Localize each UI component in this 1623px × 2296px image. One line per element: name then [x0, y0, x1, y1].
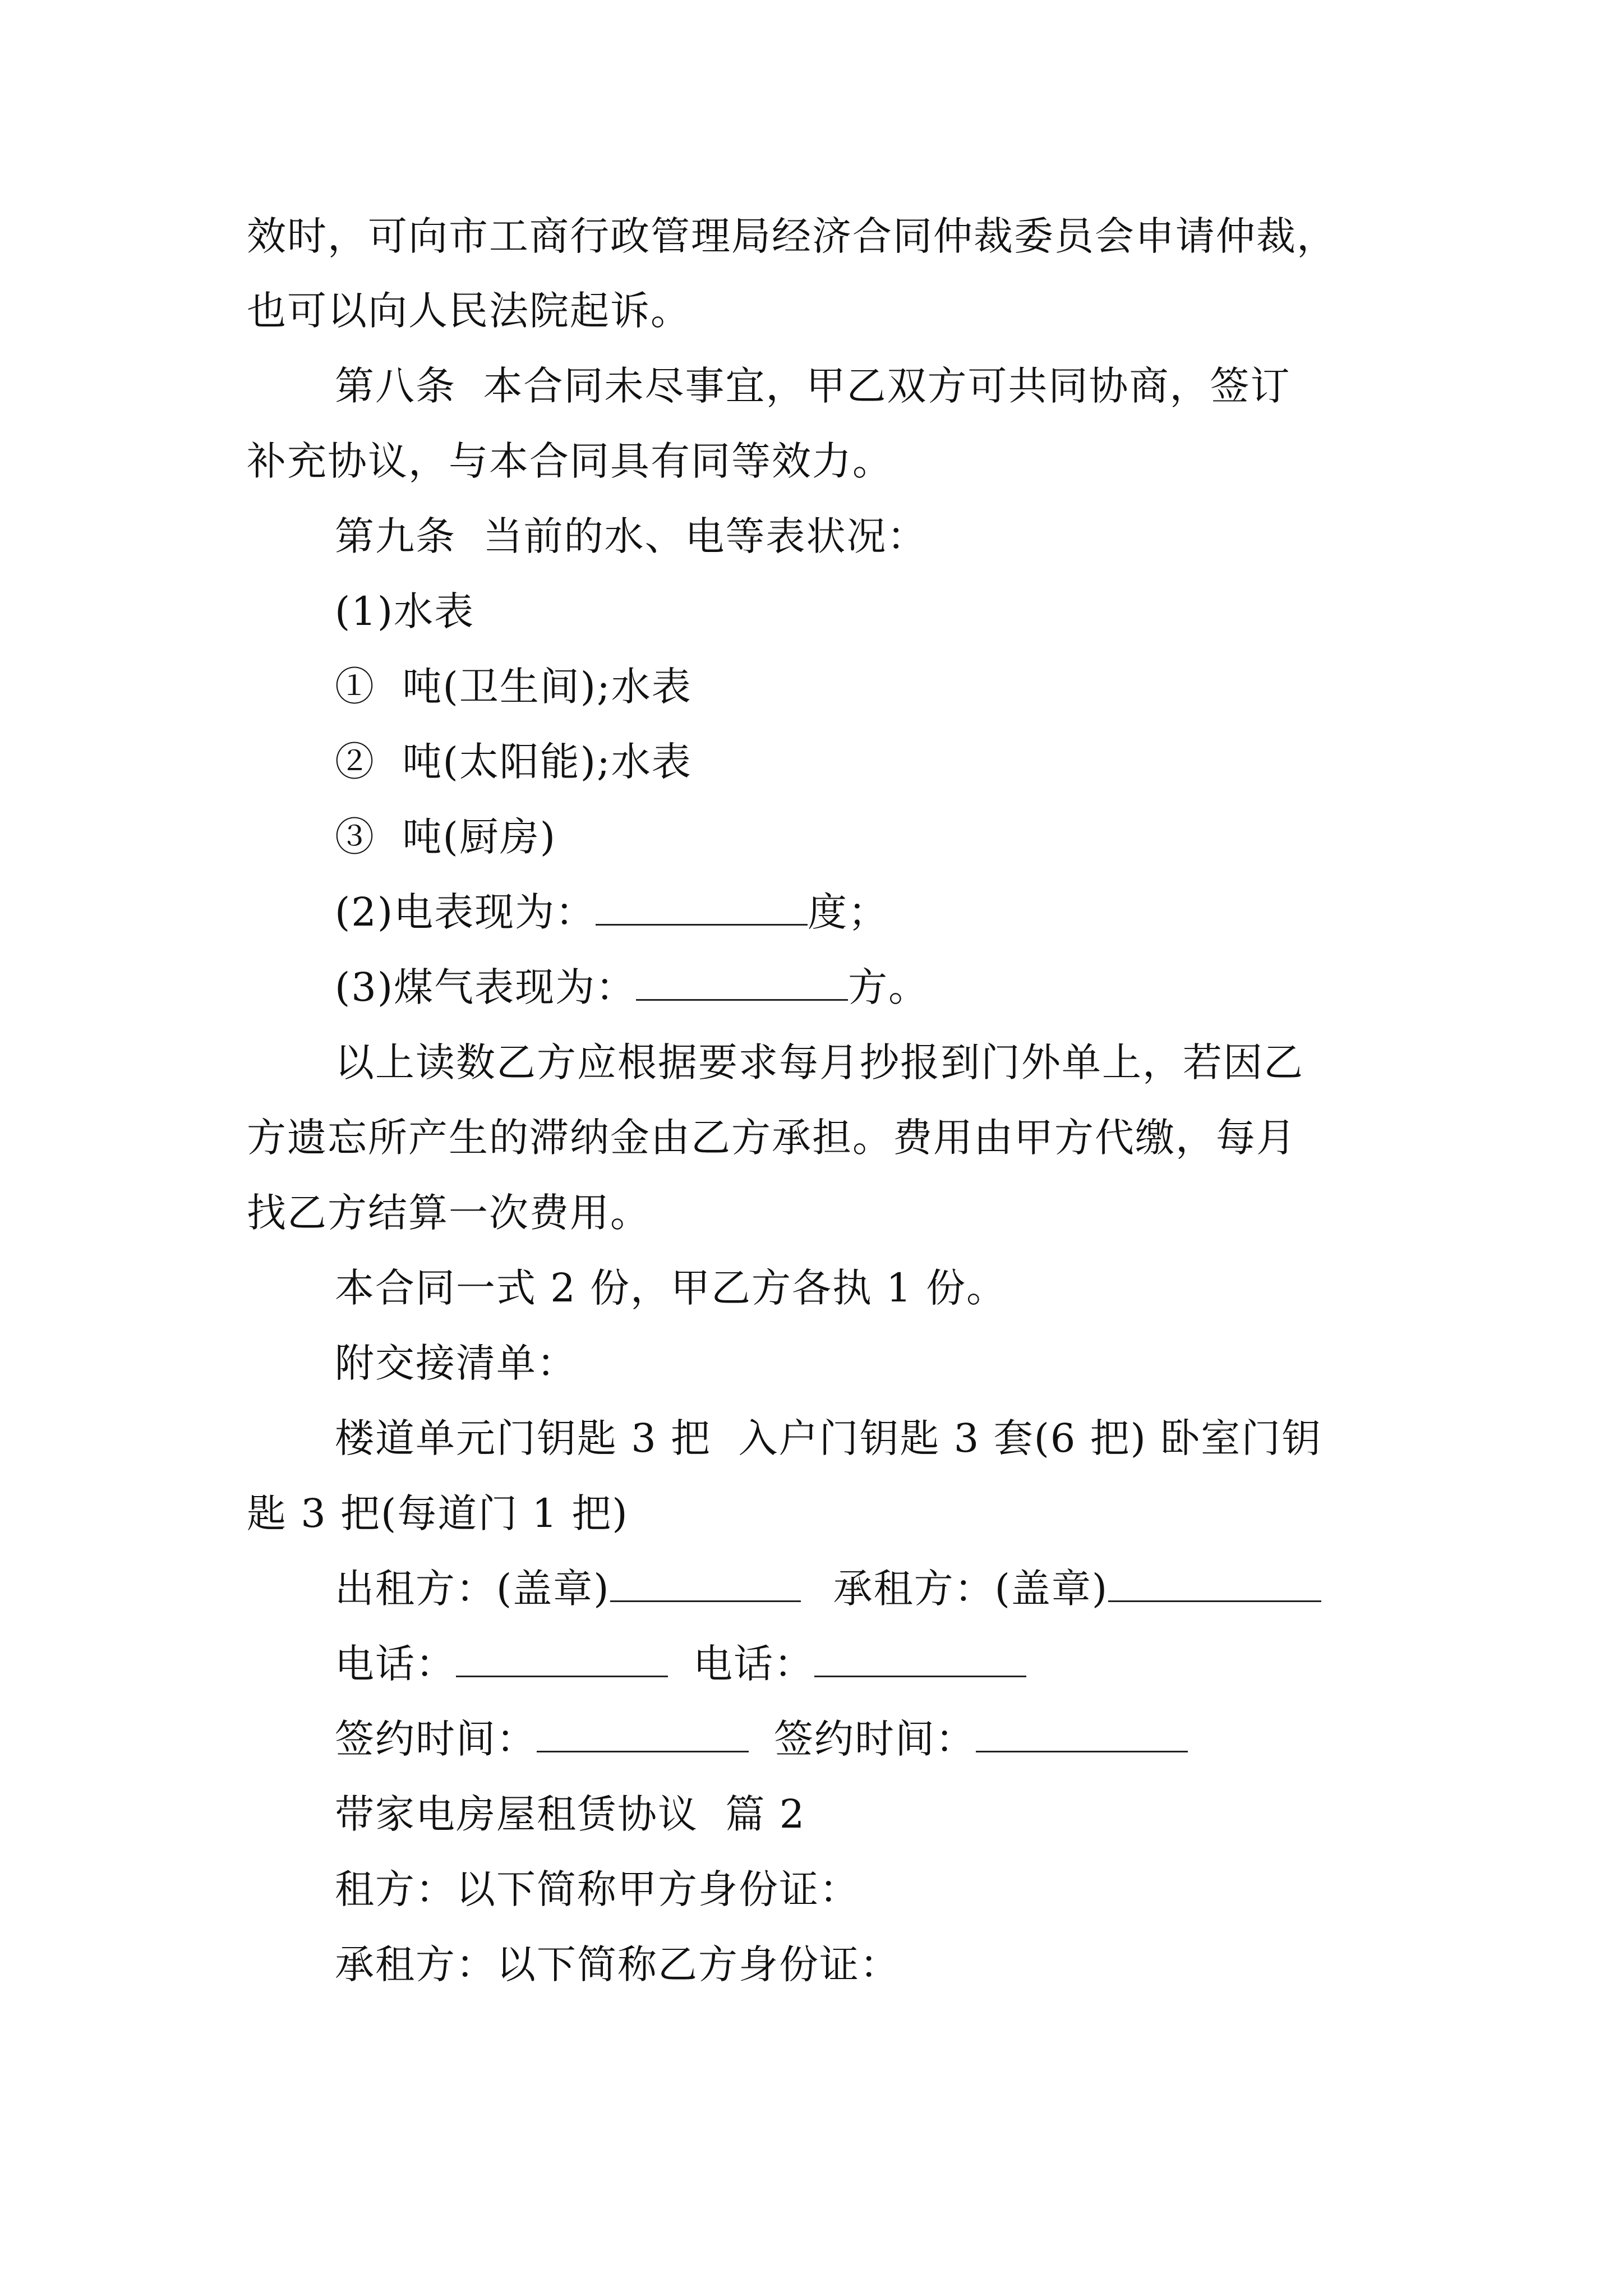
lessor-signature-blank — [610, 1567, 801, 1602]
signature-line-phone — [335, 1638, 1026, 1690]
water-meter-heading: (1)水表 — [335, 588, 475, 634]
electric-unit: 度； — [808, 889, 889, 935]
lessor-label: 出租方：(盖章) — [335, 1566, 610, 1612]
lessor-phone-blank — [456, 1642, 668, 1677]
lessee-label: 承租方：(盖章) — [833, 1566, 1109, 1612]
handover-keys-line: 楼道单元门钥匙 3 把 入户门钥匙 3 套(6 把) 卧室门钥 — [335, 1415, 1322, 1461]
gas-meter-label: (3)煤气表现为： — [335, 964, 637, 1010]
lessor-id-line: 租方：以下简称甲方身份证： — [335, 1866, 860, 1912]
lessor-date-label: 签约时间： — [335, 1716, 537, 1762]
article-9-line: 第九条 当前的水、电等表状况： — [335, 513, 928, 559]
signature-line-date — [335, 1713, 1188, 1765]
copies-line: 本合同一式 2 份，甲乙方各执 1 份。 — [335, 1265, 1007, 1311]
lessee-signature-blank — [1108, 1567, 1321, 1602]
handover-keys-line: 匙 3 把(每道门 1 把) — [247, 1490, 629, 1536]
text-line: 补充协议，与本合同具有同等效力。 — [247, 438, 893, 484]
text-line: 也可以向人民法院起诉。 — [247, 288, 691, 334]
electric-reading-blank — [596, 890, 808, 926]
lessee-id-line: 承租方：以下简称乙方身份证： — [335, 1941, 900, 1987]
gas-meter-line — [335, 961, 929, 1013]
section-title: 带家电房屋租赁协议 篇 2 — [335, 1791, 806, 1837]
lessor-date-blank — [537, 1717, 749, 1752]
text-line: 找乙方结算一次费用。 — [247, 1190, 651, 1236]
gas-reading-blank — [636, 965, 848, 1001]
water-meter-item: ② 吨(太阳能);水表 — [335, 739, 692, 785]
handover-list-heading: 附交接清单： — [335, 1340, 577, 1386]
water-meter-item: ③ 吨(厨房) — [335, 814, 557, 860]
text-line: 以上读数乙方应根据要求每月抄报到门外单上，若因乙 — [335, 1039, 1304, 1085]
article-8-line: 第八条 本合同未尽事宜，甲乙双方可共同协商，签订 — [335, 363, 1291, 409]
text-line: 效时，可向市工商行政管理局经济合同仲裁委员会申请仲裁， — [247, 213, 1337, 259]
lessee-date-blank — [976, 1717, 1188, 1752]
lessor-phone-label: 电话： — [335, 1641, 456, 1687]
gas-unit: 方。 — [848, 964, 929, 1010]
electric-meter-label: (2)电表现为： — [335, 889, 596, 935]
lessee-date-label: 签约时间： — [774, 1716, 976, 1762]
signature-line-parties — [335, 1563, 1321, 1614]
lessee-phone-label: 电话： — [693, 1641, 814, 1687]
electric-meter-line — [335, 886, 888, 938]
water-meter-item: ① 吨(卫生间);水表 — [335, 664, 692, 710]
lessee-phone-blank — [814, 1642, 1026, 1677]
text-line: 方遗忘所产生的滞纳金由乙方承担。费用由甲方代缴，每月 — [247, 1115, 1297, 1161]
